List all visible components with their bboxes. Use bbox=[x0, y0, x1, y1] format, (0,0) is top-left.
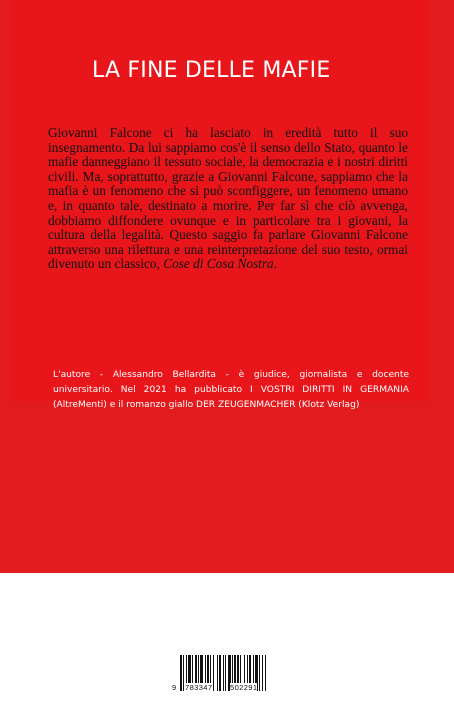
author-bio: L'autore - Alessandro Bellardita - è giudice, giornalista e docente universitario. Nel 2021 ha pubblicato I VOSTRI DIRITTI IN GERMANIA (AltreMenti) e il romanzo giallo DER ZEUGENMACHER (Klotz Verlag) bbox=[53, 370, 409, 410]
blurb-book-reference: Cose di Cosa Nostra bbox=[163, 256, 274, 272]
blurb-main: Giovanni Falcone ci ha lasciato in eredità tutto il suo insegnamento. Da lui sappiamo cos'è il senso dello Stato, quanto le mafie danneggiano il tessuto sociale, la democrazia e i nostri diritti civili. Ma, soprattutto, grazie a Giovanni Falcone, sappiamo che la mafia è un fenomeno che si può sconfiggere, un fenomeno umano e, in quanto tale, destinato a morire. Per far sì che ciò avvenga, dobbiamo diffondere ovunque e in particolare tra i giovani, la cultura della legalità. Questo saggio fa parlare Giovanni Falcone attraverso una rilettura e una reinterpretazione del suo testo, ormai divenuto un classico, bbox=[48, 125, 408, 272]
blurb-text bbox=[48, 126, 408, 272]
book-title: LA FINE DELLE MAFIE bbox=[92, 58, 331, 83]
barcode-left-group: 783347 bbox=[185, 683, 213, 692]
blurb-end: . bbox=[273, 256, 278, 272]
barcode-first-digit: 9 bbox=[172, 683, 177, 692]
barcode-right-group: 502291 bbox=[230, 683, 258, 692]
